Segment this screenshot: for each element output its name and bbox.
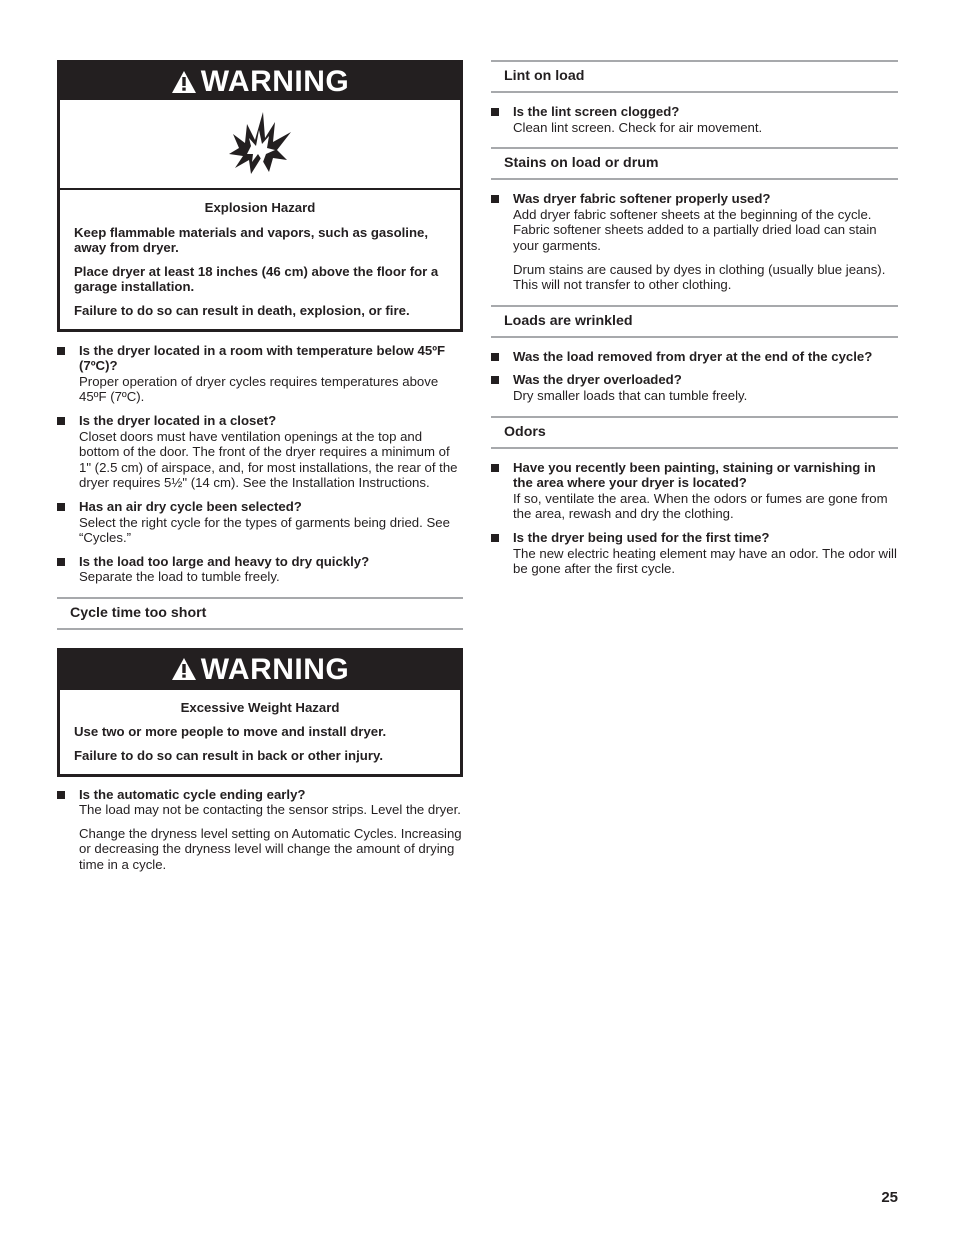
wrinkled-list: [491, 349, 898, 404]
list-item: [57, 413, 463, 491]
bullet-square-icon: [57, 558, 65, 566]
bullet-square-icon: [491, 534, 499, 542]
item-answer: Closet doors must have ventilation openings at the top and bottom of the door. The front of the dryer requires a minimum of 1" (2.5 cm) of airspace, and, for most installations, the rear of the dryer requires 5½" (14 cm). See the Installation Instructions.: [79, 428, 458, 491]
bullet-square-icon: [491, 108, 499, 116]
item-answer: Add dryer fabric softener sheets at the beginning of the cycle. Fabric softener sheets added to a partially dried load can stain your garments.: [513, 206, 877, 253]
list-item: [57, 787, 463, 873]
bullet-square-icon: [491, 376, 499, 384]
item-question: Is the lint screen clogged?: [513, 104, 680, 119]
item-extra-note: Drum stains are caused by dyes in clothing (usually blue jeans). This will not transfer to other clothing.: [513, 261, 886, 293]
section-heading-lint: Lint on load: [491, 60, 898, 93]
item-answer: Dry smaller loads that can tumble freely.: [513, 387, 748, 403]
bullet-square-icon: [57, 347, 65, 355]
item-answer: The load may not be contacting the sensor strips. Level the dryer.: [79, 802, 461, 818]
warning-line: Failure to do so can result in death, explosion, or fire.: [74, 302, 410, 318]
list-item: [491, 104, 898, 135]
list-item: [57, 343, 463, 405]
item-question: Is the dryer located in a room with temperature below 45ºF (7ºC)?: [79, 342, 446, 374]
warning-header-text: WARNING: [200, 652, 350, 686]
bullet-square-icon: [491, 195, 499, 203]
temperature-closet-list: [57, 343, 463, 585]
explosion-warning-box: [57, 60, 463, 332]
warning-header: [60, 63, 460, 100]
list-item: [57, 499, 463, 546]
item-question: Is the dryer located in a closet?: [79, 412, 277, 428]
section-heading-stains: Stains on load or drum: [491, 147, 898, 180]
warning-line: Use two or more people to move and install dryer.: [74, 724, 387, 740]
item-answer: The new electric heating element may have an odor. The odor will be gone after the first cycle.: [513, 545, 897, 577]
item-answer: Proper operation of dryer cycles requires temperatures above 45ºF (7ºC).: [79, 373, 439, 405]
warning-header: [60, 651, 460, 688]
warning-triangle-icon: [171, 70, 197, 94]
list-item: [57, 554, 463, 585]
item-extra-note: Change the dryness level setting on Automatic Cycles. Increasing or decreasing the dryness level will change the amount of drying time in a cycle.: [79, 825, 462, 873]
item-question: Have you recently been painting, staining or varnishing in the area where your dryer is located?: [513, 459, 876, 491]
bullet-square-icon: [57, 503, 65, 511]
item-answer: Select the right cycle for the types of garments being dried. See “Cycles.”: [79, 514, 450, 546]
stains-list: [491, 191, 898, 293]
section-heading-odors: Odors: [491, 416, 898, 449]
item-answer: If so, ventilate the area. When the odors or fumes are gone from the area, rewash and dry the clothing.: [513, 490, 888, 522]
item-question: Has an air dry cycle been selected?: [79, 498, 302, 514]
weight-warning-body: [60, 688, 460, 774]
warning-line: Failure to do so can result in back or other injury.: [74, 748, 383, 764]
item-question: Was the dryer overloaded?: [513, 372, 682, 388]
explosion-icon: [225, 110, 295, 178]
odors-list: [491, 460, 898, 577]
warning-triangle-icon: [171, 657, 197, 681]
list-item: [491, 191, 898, 293]
bullet-square-icon: [57, 417, 65, 425]
cycle-time-list: [57, 787, 463, 873]
bullet-square-icon: [491, 353, 499, 361]
list-item: [491, 372, 898, 403]
explosion-icon-panel: [60, 100, 460, 190]
item-answer: Clean lint screen. Check for air movement.: [513, 119, 763, 135]
warning-line: Keep flammable materials and vapors, such as gasoline, away from dryer.: [74, 224, 429, 256]
weight-warning-box: [57, 648, 463, 777]
right-column: [491, 60, 898, 585]
list-item: [491, 349, 898, 365]
item-answer: Separate the load to tumble freely.: [79, 569, 280, 585]
list-item: [491, 460, 898, 522]
list-item: [491, 530, 898, 577]
lint-list: [491, 104, 898, 135]
section-heading-cycle-time: Cycle time too short: [57, 597, 463, 630]
item-question: Is the load too large and heavy to dry quickly?: [79, 553, 370, 569]
item-question: Is the dryer being used for the first time?: [513, 529, 770, 545]
left-column: [57, 60, 463, 881]
hazard-title: Explosion Hazard: [204, 200, 316, 215]
warning-line: Place dryer at least 18 inches (46 cm) above the floor for a garage installation.: [74, 263, 439, 295]
item-question: Was dryer fabric softener properly used?: [513, 191, 771, 207]
warning-header-text: WARNING: [200, 64, 350, 98]
hazard-title: Excessive Weight Hazard: [180, 699, 340, 715]
bullet-square-icon: [491, 464, 499, 472]
item-question: Was the load removed from dryer at the end of the cycle?: [513, 348, 873, 364]
item-question: Is the automatic cycle ending early?: [79, 786, 306, 802]
bullet-square-icon: [57, 791, 65, 799]
page-number: 25: [881, 1189, 898, 1206]
section-heading-wrinkled: Loads are wrinkled: [491, 305, 898, 338]
explosion-warning-body: [60, 190, 460, 329]
